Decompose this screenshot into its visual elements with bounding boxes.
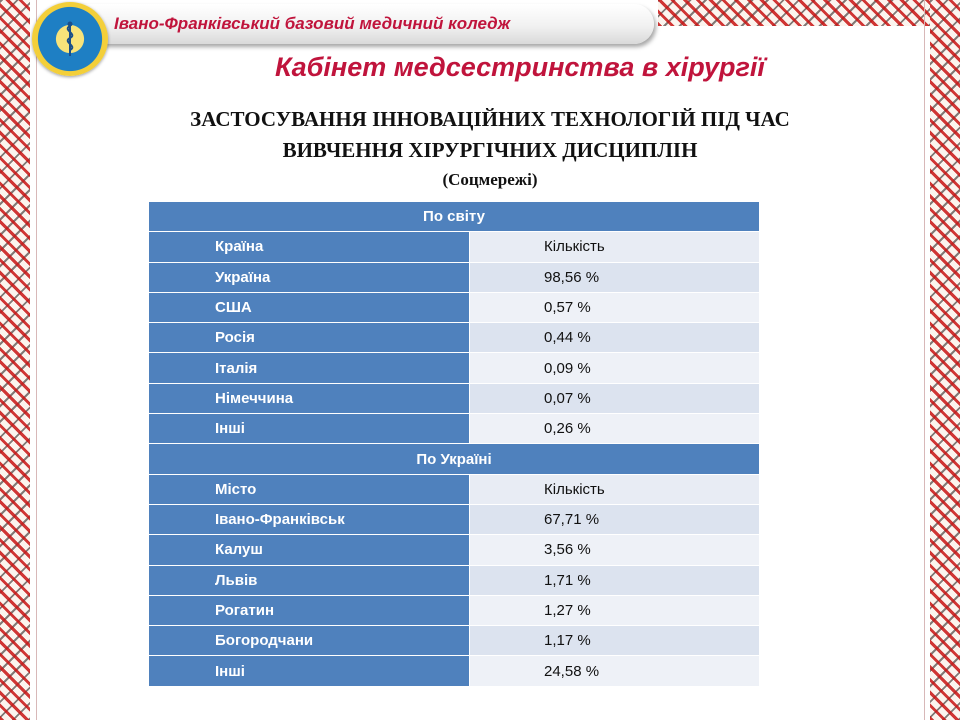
table-row — [149, 656, 760, 686]
row-label: Богородчани — [149, 626, 470, 656]
table-row — [149, 383, 760, 413]
divider-line-right — [924, 0, 925, 720]
row-value: 24,58 % — [470, 656, 760, 686]
subtitle: (Соцмережі) — [442, 170, 538, 189]
row-value: 3,56 % — [470, 535, 760, 565]
row-label: Німеччина — [149, 383, 470, 413]
section-label-world: По світу — [149, 202, 760, 232]
row-value: 67,71 % — [470, 504, 760, 534]
row-label: Італія — [149, 353, 470, 383]
column-header-amount: Кількість — [470, 474, 760, 504]
divider-line-left — [36, 0, 37, 720]
cabinet-title: Кабінет медсестринства в хірургії — [275, 52, 765, 82]
row-value: 0,44 % — [470, 323, 760, 353]
table-row — [149, 504, 760, 534]
table-row — [149, 292, 760, 322]
table-row — [149, 626, 760, 656]
row-value: 98,56 % — [470, 262, 760, 292]
table-row — [149, 565, 760, 595]
row-value: 1,27 % — [470, 595, 760, 625]
college-name: Івано-Франківський базовий медичний коледж — [114, 14, 511, 33]
row-label: Львів — [149, 565, 470, 595]
table-row — [149, 262, 760, 292]
row-value: 0,26 % — [470, 414, 760, 444]
section-header-ukraine — [149, 444, 760, 474]
embroidery-border-right — [930, 0, 960, 720]
embroidery-border-left — [0, 0, 30, 720]
column-header-city: Місто — [149, 474, 470, 504]
main-title-line1: ЗАСТОСУВАННЯ ІННОВАЦІЙНИХ ТЕХНОЛОГІЙ ПІД ЧАС — [190, 107, 790, 131]
header-banner — [62, 4, 654, 44]
row-value: 0,07 % — [470, 383, 760, 413]
column-header-country: Країна — [149, 232, 470, 262]
table-row — [149, 414, 760, 444]
table-row — [149, 535, 760, 565]
column-header-row-world — [149, 232, 760, 262]
row-value: 0,09 % — [470, 353, 760, 383]
main-title — [130, 104, 850, 166]
table-row — [149, 595, 760, 625]
row-label: Рогатин — [149, 595, 470, 625]
row-value: 1,71 % — [470, 565, 760, 595]
main-title-line2: ВИВЧЕННЯ ХІРУРГІЧНИХ ДИСЦИПЛІН — [282, 138, 698, 162]
section-label-ukraine: По Україні — [149, 444, 760, 474]
row-label: Івано-Франківськ — [149, 504, 470, 534]
row-label: США — [149, 292, 470, 322]
section-header-world — [149, 202, 760, 232]
row-label: Інші — [149, 656, 470, 686]
column-header-amount: Кількість — [470, 232, 760, 262]
row-label: Калуш — [149, 535, 470, 565]
column-header-row-ukraine — [149, 474, 760, 504]
row-label: Україна — [149, 262, 470, 292]
table-row — [149, 353, 760, 383]
row-label: Інші — [149, 414, 470, 444]
row-label: Росія — [149, 323, 470, 353]
table-row — [149, 323, 760, 353]
statistics-table — [148, 201, 760, 687]
row-value: 1,17 % — [470, 626, 760, 656]
row-value: 0,57 % — [470, 292, 760, 322]
embroidery-border-top — [658, 0, 930, 26]
